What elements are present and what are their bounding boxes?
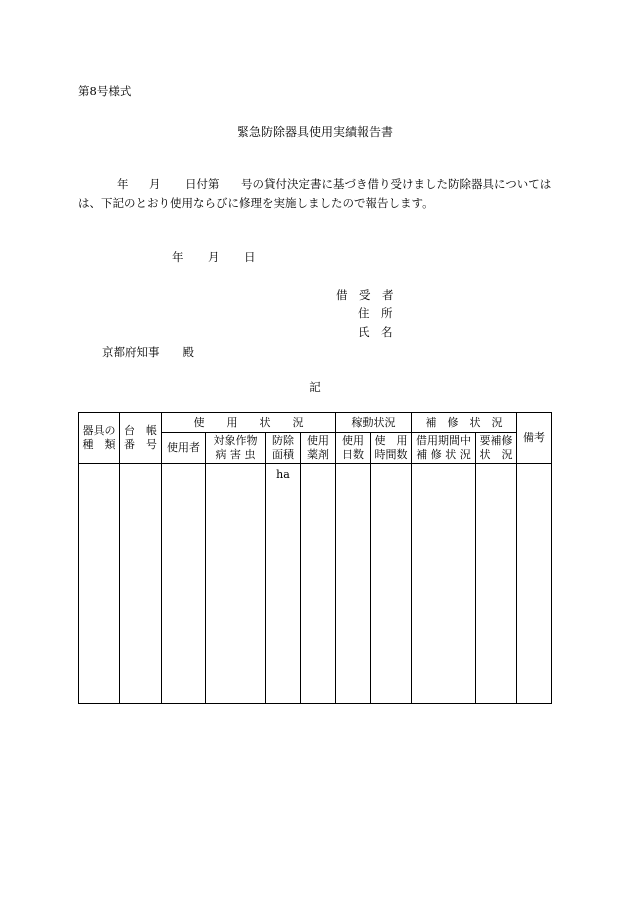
header-days-used: 使用 日数 [336,433,371,464]
form-number: 第8号様式 [78,84,132,98]
borrower-label: 借 受 者 [336,288,394,302]
body-line-1-text: 号の貸付決定書に基づき借り受けました防除器具については [241,177,552,191]
cell-hours-used[interactable] [371,464,412,704]
header-usage-status: 使 用 状 況 [162,413,336,433]
body-day-label: 日付第 [185,177,220,191]
header-control-area: 防除 面積 [266,433,301,464]
header-equipment-type: 器具の 種 類 [79,413,120,464]
cell-chemical-used[interactable] [301,464,336,704]
cell-target-crop-pest[interactable] [206,464,266,704]
area-unit: ha [276,468,290,481]
header-repair-needed: 要補修 状 況 [476,433,517,464]
usage-report-table [78,412,552,704]
header-ledger-number: 台 帳 番 号 [120,413,162,464]
cell-repair-needed[interactable] [476,464,517,704]
cell-days-used[interactable] [336,464,371,704]
body-month-label: 月 [149,177,161,191]
header-target-crop-pest: 対象作物 病 害 虫 [206,433,266,464]
body-year-label: 年 [117,177,129,191]
header-user: 使用者 [162,433,206,464]
date-month-label: 月 [208,250,220,264]
cell-user[interactable] [162,464,206,704]
document-title: 緊急防除器具使用実績報告書 [236,125,393,139]
header-repair-status: 補 修 状 況 [412,413,517,433]
date-day-label: 日 [244,250,256,264]
cell-repair-during-loan[interactable] [412,464,476,704]
body-line-2: は、下記のとおり使用ならびに修理を実施しましたので報告します。 [78,196,434,210]
header-chemical-used: 使用 薬剤 [301,433,336,464]
cell-control-area[interactable] [266,464,301,704]
ki-heading: 記 [309,380,321,394]
cell-ledger-number[interactable] [120,464,162,704]
header-remarks: 備考 [517,413,552,464]
cell-equipment-type[interactable] [79,464,120,704]
header-repair-during-loan: 借用期間中 補 修 状 況 [412,433,476,464]
date-year-label: 年 [172,250,184,264]
addressee: 京都府知事 殿 [102,345,194,359]
cell-remarks[interactable] [517,464,552,704]
name-label: 氏 名 [358,325,393,339]
header-hours-used: 使 用 時間数 [371,433,412,464]
address-label: 住 所 [358,306,393,320]
header-operation-status: 稼動状況 [336,413,412,433]
